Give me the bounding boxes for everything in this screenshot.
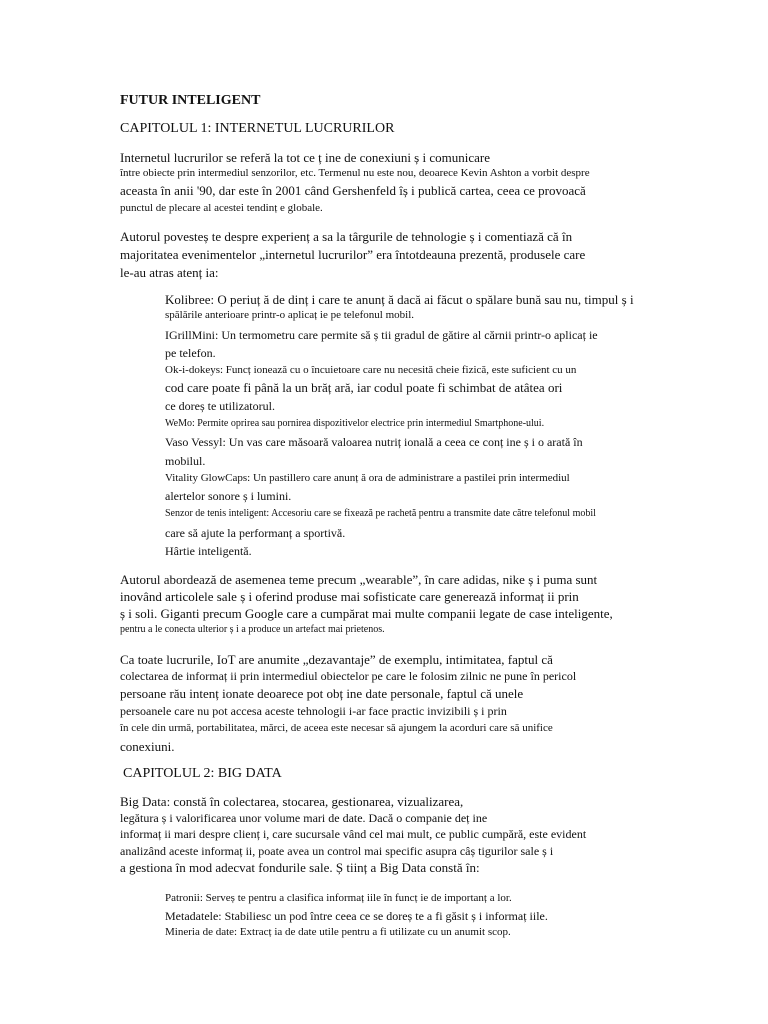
paragraph-line: persoanele care nu pot accesa aceste tehnologii i-ar face practic invizibili ș i prin — [120, 704, 507, 718]
list-item-line: Kolibree: O periuț ă de dinț i care te anunț ă dacă ai făcut o spălare bună sau nu, timpul ș i — [165, 292, 634, 307]
chapter-1-heading: CAPITOLUL 1: INTERNETUL LUCRURILOR — [120, 121, 395, 136]
list-item-line: Senzor de tenis inteligent: Accesoriu care se fixează pe rachetă pentru a transmite date către telefonul mobil — [165, 508, 596, 519]
paragraph-line: persoane rău intenț ionate deoarece pot obț ine date personale, faptul că unele — [120, 686, 524, 701]
paragraph-line: ș i soli. Giganti precum Google care a cumpărat mai multe companii legate de case inteligente, — [120, 606, 613, 621]
list-item-line: care să ajute la performanț a sportivă. — [165, 526, 346, 540]
list-item-line: spălările anterioare printr-o aplicaț ie pe telefonul mobil. — [165, 309, 415, 321]
list-item-line: Patronii: Serveș te pentru a clasifica informaț iile în funcț ie de importanț a lor. — [165, 892, 512, 904]
paragraph-line: Autorul povesteș te despre experienț a sa la târgurile de tehnologie ș i comentiază că în — [120, 229, 573, 244]
paragraph-line: analizând aceste informaț ii, poate avea un control mai specific asupra câș tigurilor sale ș i — [120, 844, 554, 858]
paragraph-line: aceasta în anii '90, dar este în 2001 când Gershenfeld îș i publică cartea, ceea ce provoacă — [120, 183, 586, 198]
document-title: FUTUR INTELIGENT — [120, 93, 261, 108]
paragraph-line: Autorul abordează de asemenea teme precum „wearable”, în care adidas, nike ș i puma sunt — [120, 572, 598, 587]
paragraph-line: a gestiona în mod adecvat fondurile sale. Ș tiinț a Big Data constă în: — [120, 860, 480, 875]
list-item-line: Metadatele: Stabiliesc un pod între ceea ce se doreș te a fi găsit ș i informaț iile. — [165, 909, 548, 923]
paragraph-line: legătura ș i valorificarea unor volume mari de date. Dacă o companie deț ine — [120, 811, 488, 825]
list-item-line: Hârtie inteligentă. — [165, 544, 252, 558]
paragraph-line: pentru a le conecta ulterior ș i a produce un artefact mai prietenos. — [120, 624, 385, 635]
paragraph-line: punctul de plecare al acestei tendinț e globale. — [120, 202, 323, 214]
list-item-line: ce doreș te utilizatorul. — [165, 399, 275, 413]
list-item-line: IGrillMini: Un termometru care permite să ș tii gradul de gătire al cărnii printr-o aplicaț ie — [165, 328, 598, 342]
paragraph-line: Big Data: constă în colectarea, stocarea, gestionarea, vizualizarea, — [120, 794, 464, 809]
paragraph-line: majoritatea evenimentelor „internetul lucrurilor” era întotdeauna prezentă, produsele care — [120, 247, 586, 262]
list-item-line: Mineria de date: Extracț ia de date utile pentru a fi utilizate cu un anumit scop. — [165, 926, 511, 938]
paragraph-line: informaț ii mari despre clienț i, care sucursale vând cel mai mult, ce public cumpără, este evident — [120, 827, 587, 841]
paragraph-line: în cele din urmă, portabilitatea, mărci, de aceea este necesar să ajungem la acorduri care să unifice — [120, 722, 553, 734]
paragraph-line: le-au atras atenț ia: — [120, 265, 219, 280]
list-item-line: Ok-i-dokeys: Funcț ionează cu o încuietoare care nu necesită cheie fizică, este suficient cu un — [165, 364, 577, 376]
list-item-line: alertelor sonore ș i lumini. — [165, 489, 292, 503]
list-item-line: pe telefon. — [165, 346, 216, 360]
paragraph-line: conexiuni. — [120, 739, 175, 754]
list-item-line: Vitality GlowCaps: Un pastillero care anunț ă ora de administrare a pastilei prin intermediul — [165, 472, 570, 484]
list-item-line: WeMo: Permite oprirea sau pornirea dispozitivelor electrice prin intermediul Smartphone-ului. — [165, 418, 545, 429]
paragraph-line: inovând articolele sale ș i oferind produse mai sofisticate care generează informaț ii prin — [120, 589, 579, 604]
list-item-line: Vaso Vessyl: Un vas care măsoară valoarea nutriț ională a ceea ce conț ine ș i o arată în — [165, 435, 583, 449]
chapter-2-heading: CAPITOLUL 2: BIG DATA — [123, 766, 282, 781]
paragraph-line: între obiecte prin intermediul senzorilor, etc. Termenul nu este nou, deoarece Kevin Ashton a vorbit despre — [120, 167, 590, 179]
list-item-line: cod care poate fi până la un brăț ară, iar codul poate fi schimbat de atâtea ori — [165, 380, 563, 395]
paragraph-line: colectarea de informaț ii prin intermediul obiectelor pe care le folosim zilnic ne pune în pericol — [120, 669, 577, 683]
paragraph-line: Internetul lucrurilor se referă la tot ce ț ine de conexiuni ș i comunicare — [120, 150, 490, 165]
paragraph-line: Ca toate lucrurile, IoT are anumite „dezavantaje” de exemplu, intimitatea, faptul că — [120, 652, 553, 667]
list-item-line: mobilul. — [165, 454, 206, 468]
